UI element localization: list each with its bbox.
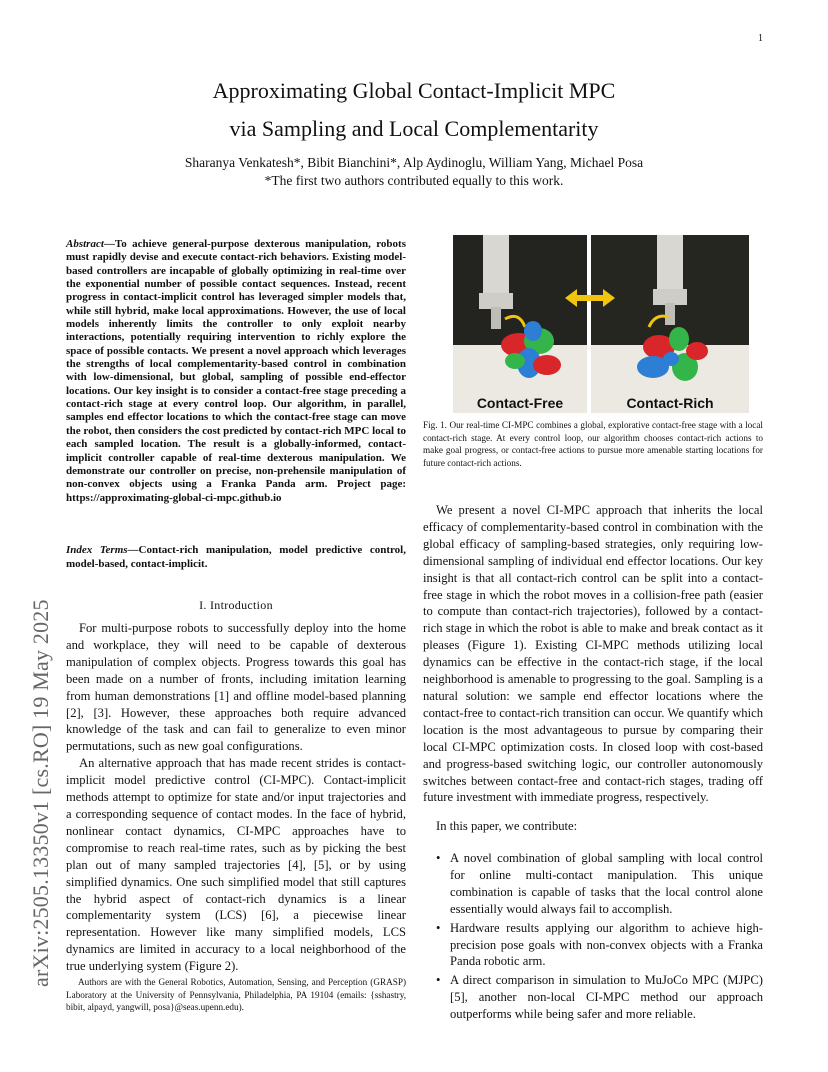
section-heading-introduction: I. Introduction bbox=[199, 598, 273, 612]
left-robot-wrist bbox=[479, 293, 513, 309]
figure-1-image bbox=[453, 235, 749, 413]
left-panel-dark-backdrop bbox=[453, 235, 587, 345]
intro-paragraph-2: An alternative approach that has made recent strides is contact-implicit model predictive control (CI-MPC). Contact-implicit methods attempt to optimize for state and/or input trajectories and a corresponding sequence of contact modes. In the face of hybrid, nonlinear contact dynamics, CI-MPC approaches have to compromise to reach real-time rates, such as by picking the best plan out of many sampled trajectories [4], [5], or by using simplified dynamics. One such simplified model that still captures the hybrid aspect of contact-rich dynamics is a linear complementarity system (LCS) [6], a piecewise linear representation. However like many simplified models, LCS dynamics are limited in accuracy to a local neighborhood of the true underlying system (Figure 2). bbox=[66, 756, 406, 974]
right-robot-arm bbox=[657, 235, 683, 291]
right-paragraph: We present a novel CI-MPC approach that inherits the local efficacy of complementarity-based control in combination with the global efficacy of sampling-based strategies, only requiring low-dimensional sampling of individual end effector locations. Our key insight is that all contact-rich control can be split into a contact-free stage in which the robot moves in a collision-free path (easier to compute than contact-rich trajectories), followed by a contact-rich stage in which the robot is able to make and break contact as it pleases (Figure 1). Existing CI-MPC methods utilizing local dynamics can be effective in the contact-rich stage, if the local neighborhood is amenable to progressing to the goal. Sampling is a natural solution: we sample end effector locations where the contact-free to contact-rich transition can occur. We quantify which location is the most advantageous to pursue by comparing their local CI-MPC optimization costs. In closed loop with cost-based and progress-based switching logic, our controller autonomously switches between contact-free and contact-rich stages, trading off future investment with immediate progress, respectively. bbox=[423, 503, 763, 805]
contribution-text-2: Hardware results applying our algorithm to achieve high-precision pose goals with non-convex objects with a Franka Panda robotic arm. bbox=[450, 920, 763, 969]
left-robot-finger bbox=[491, 307, 501, 329]
right-robot-finger bbox=[665, 303, 675, 325]
panel-divider bbox=[587, 235, 591, 413]
abstract bbox=[66, 238, 406, 505]
right-robot-wrist bbox=[653, 289, 687, 305]
list-item bbox=[423, 972, 763, 1023]
list-item bbox=[423, 920, 763, 971]
arxiv-stamp bbox=[20, 295, 60, 995]
figure-label-contact-rich: Contact-Rich bbox=[626, 395, 714, 411]
footnote-text: Authors are with the General Robotics, Automation, Sensing, and Perception (GRASP) Laboratory at the University of Pennsylvania, Philadelphia, PA 19104 (emails: {sshastry, bibit, alpayd, yangwill, posa}@seas.upenn.edu). bbox=[66, 977, 406, 1012]
contribution-text-3: A direct comparison in simulation to MuJoCo MPC (MJPC) [5], another non-local CI-MPC method our approach outperforms while being safer and more reliable. bbox=[450, 973, 763, 1022]
paper-title bbox=[80, 72, 748, 148]
right-column-body bbox=[423, 502, 763, 806]
intro-paragraph-1: For multi-purpose robots to successfully deploy into the home and workplace, they will need to be capable of dexterous manipulation of complex objects. Progress towards this goal has been made on a number of fronts, including imitation learning from human demonstrations [1] and offline model-based planning [2], [3]. However, these approaches both require advanced knowledge of the task and can fail to generalize to even minor permutations, such as new goal configurations. bbox=[66, 621, 406, 754]
author-list: Sharanya Venkatesh*, Bibit Bianchini*, Alp Aydinoglu, William Yang, Michael Posa bbox=[184, 155, 644, 170]
bullet-icon: • bbox=[436, 851, 441, 865]
title-line-2: via Sampling and Local Complementarity bbox=[229, 116, 599, 141]
abstract-label: Abstract bbox=[66, 238, 104, 250]
page-number: 1 bbox=[758, 33, 763, 44]
contribution-text-1: A novel combination of global sampling with local control for online multi-contact manipulation. This unique combination is capable of tasks that the local control alone essentially would always fail to accomplish. bbox=[450, 851, 763, 916]
figure-1-caption: Fig. 1. Our real-time CI-MPC combines a global, explorative contact-free stage with a local contact-rich stage. At every control loop, our algorithm chooses contact-rich actions to make goal progress, or contact-free actions to pursue more amenable starting locations for future contact-rich actions. bbox=[423, 420, 763, 468]
left-robot-arm bbox=[483, 235, 509, 295]
author-block bbox=[80, 154, 748, 190]
figure-label-contact-free: Contact-Free bbox=[476, 395, 564, 411]
contributions-list bbox=[423, 850, 763, 1025]
introduction-body bbox=[66, 620, 406, 975]
bullet-icon: • bbox=[436, 973, 441, 988]
affiliation-footnote bbox=[66, 976, 406, 1014]
bullet-icon: • bbox=[436, 920, 441, 935]
title-line-1: Approximating Global Contact-Implicit MPC bbox=[212, 78, 616, 103]
index-terms bbox=[66, 543, 406, 571]
contributions-intro: In this paper, we contribute: bbox=[436, 819, 578, 833]
figure-1-photo-illustration bbox=[453, 235, 749, 413]
equal-contribution-note: *The first two authors contributed equally to this work. bbox=[264, 173, 564, 188]
index-terms-label: Index Terms bbox=[66, 544, 128, 556]
list-item bbox=[423, 850, 763, 918]
abstract-text: —To achieve general-purpose dexterous manipulation, robots must rapidly devise and execute contact-rich behaviors. Existing model-based controllers are incapable of globally optimizing in real-time over the exponential number of possible contact sequences. Instead, recent progress in contact-implicit control has leveraged simpler models that, while still hybrid, make local approximations. However, the use of local models inherently limits the controller to only exploit nearby interactions, potentially requiring intervention to richly explore the space of possible contacts. We present a novel approach which leverages the strengths of local complementarity-based control in combination with low-dimensional, but global, sampling of possible end-effector locations. Our key insight is to consider a contact-free stage preceding a contact-rich stage at every control loop. Our algorithm, in parallel, samples end effector locations to which the contact-free stage can move the robot, then considers the cost predicted by contact-rich MPC local to each sampled location. The result is a globally-informed, contact-implicit controller capable of real-time dexterous manipulation. We demonstrate our controller on precise, non-prehensile manipulation of non-convex objects using a Franka Panda arm. Project page: https://approximating-global-ci-mpc.github.io bbox=[66, 238, 406, 504]
arxiv-stamp-text: arXiv:2505.13350v1 [cs.RO] 19 May 2025 bbox=[28, 599, 53, 987]
index-terms-text: —Contact-rich manipulation, model predictive control, model-based, contact-implicit. bbox=[66, 544, 406, 570]
